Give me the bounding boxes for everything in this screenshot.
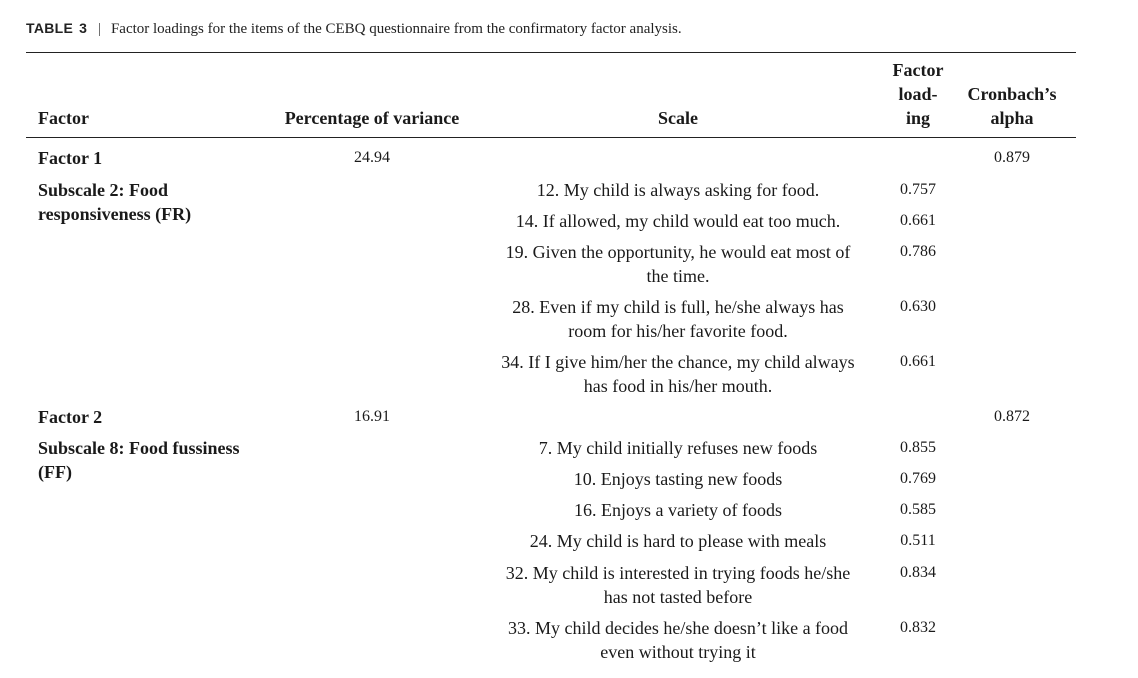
scale-item [478,295,878,343]
loading-value: 0.511 [900,532,936,549]
header-cronbach-alpha [952,82,1072,130]
scale-item [478,561,878,609]
scale-line: 24. My child is hard to please with meals [529,531,827,551]
header-loading-line: ing [905,108,930,128]
table-caption [26,20,682,38]
scale-item [478,178,878,202]
table-label: TABLE [26,20,74,36]
scale-item [478,616,878,664]
scale-line: has food in his/her mouth. [583,376,773,396]
scale-item [478,240,878,288]
scale-item [478,498,878,522]
loading-value: 0.630 [900,298,936,315]
scale-line: 14. If allowed, my child would eat too much. [515,211,841,231]
alpha-value: 0.872 [994,408,1030,425]
loading-value: 0.855 [900,439,936,456]
loading-value: 0.757 [900,181,936,198]
factor-label: Factor 2 [38,407,103,427]
subscale-line: Subscale 8: Food fussiness [38,438,240,458]
scale-line: 34. If I give him/her the chance, my child always [501,352,855,372]
header-loading-line: Factor [892,60,944,80]
variance-value: 24.94 [354,149,390,166]
header-alpha-line: Cronbach’s [967,84,1057,104]
scale-line: 19. Given the opportunity, he would eat most of [505,242,851,262]
caption-separator: | [97,21,101,37]
subscale-line: Subscale 2: Food [38,180,169,200]
scale-item [478,467,878,491]
scale-line: 32. My child is interested in trying foods he/she [505,563,851,583]
loading-value: 0.832 [900,619,936,636]
loading-value: 0.661 [900,353,936,370]
scale-line: 7. My child initially refuses new foods [538,438,818,458]
loading-value: 0.786 [900,243,936,260]
caption-text: Factor loadings for the items of the CEBQ questionnaire from the confirmatory factor analysis. [110,21,682,37]
table-header-rule [26,137,1076,138]
scale-line: even without trying it [600,642,756,662]
scale-line: the time. [646,266,710,286]
subscale-line: (FF) [38,462,72,482]
scale-item [478,209,878,233]
loading-value: 0.585 [900,501,936,518]
scale-line: 12. My child is always asking for food. [536,180,820,200]
factor-label: Factor 1 [38,148,103,168]
header-scale: Scale [658,108,698,128]
header-variance: Percentage of variance [284,108,460,128]
subscale-label [38,436,240,484]
scale-line: 28. Even if my child is full, he/she always has [512,297,844,317]
header-factor: Factor [38,108,89,128]
loading-value: 0.769 [900,470,936,487]
scale-item [478,529,878,553]
header-loading-line: load- [898,84,938,104]
scale-line: 33. My child decides he/she doesn’t like a food [507,618,849,638]
variance-value: 16.91 [354,408,390,425]
table-top-rule [26,52,1076,53]
scale-item [478,436,878,460]
loading-value: 0.661 [900,212,936,229]
alpha-value: 0.879 [994,149,1030,166]
header-alpha-line: alpha [990,108,1034,128]
scale-line: 10. Enjoys tasting new foods [573,469,783,489]
header-factor-loading [878,58,958,130]
scale-line: room for his/her favorite food. [568,321,788,341]
table-number: 3 [79,20,87,36]
scale-line: has not tasted before [603,587,753,607]
scale-item [478,350,878,398]
scale-line: 16. Enjoys a variety of foods [574,500,782,520]
loading-value: 0.834 [900,564,936,581]
subscale-line: responsiveness (FR) [38,204,192,224]
subscale-label [38,178,191,226]
